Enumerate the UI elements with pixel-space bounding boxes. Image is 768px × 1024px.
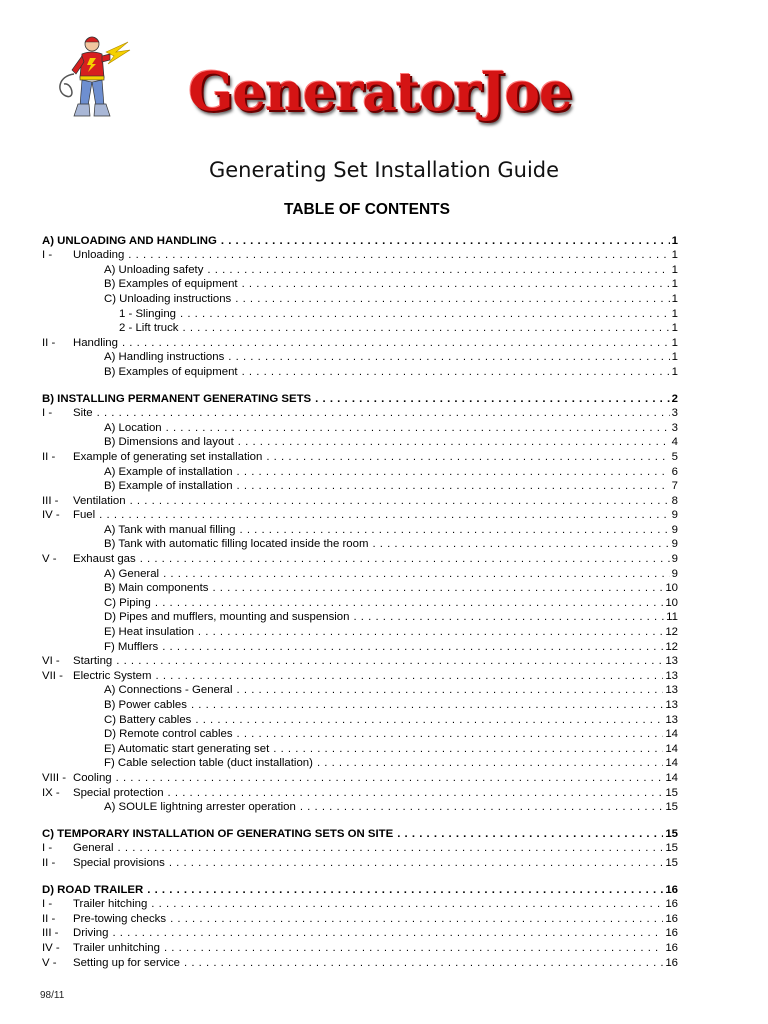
toc-page-number: 1: [671, 351, 678, 364]
toc-entry-label: A) UNLOADING AND HANDLING: [42, 234, 217, 247]
table-of-contents: [42, 233, 678, 970]
toc-entry-label: D) Remote control cables: [104, 728, 233, 741]
toc-entry-row[interactable]: [42, 479, 678, 494]
toc-entry-row[interactable]: [42, 551, 678, 566]
toc-page-number: 14: [665, 742, 678, 755]
toc-leader-dots: [233, 684, 664, 697]
toc-entry-label: B) Examples of equipment: [104, 278, 238, 291]
toc-entry-label: Special protection: [73, 786, 164, 799]
toc-entry-label: Starting: [73, 655, 113, 668]
toc-leader-dots: [124, 249, 669, 262]
toc-entry-label: B) Examples of equipment: [104, 365, 238, 378]
toc-entry-label: Handling: [73, 336, 118, 349]
toc-entry-row[interactable]: [42, 741, 678, 756]
toc-entry-row[interactable]: [42, 668, 678, 683]
toc-entry-row[interactable]: [42, 940, 678, 955]
toc-entry-label: Driving: [73, 927, 109, 940]
toc-entry-row[interactable]: [42, 639, 678, 654]
toc-page-number: 9: [671, 567, 678, 580]
toc-leader-dots: [165, 857, 664, 870]
toc-page-number: 4: [671, 436, 678, 449]
toc-page-number: 5: [671, 450, 678, 463]
toc-page-number: 1: [671, 278, 678, 291]
toc-leader-dots: [158, 641, 663, 654]
toc-leader-dots: [164, 787, 664, 800]
toc-page-number: 16: [665, 941, 678, 954]
toc-page-number: 1: [671, 249, 678, 262]
toc-entry-label: A) Example of installation: [104, 465, 233, 478]
toc-entry-row[interactable]: [42, 364, 678, 379]
toc-entry-label: C) Piping: [104, 596, 151, 609]
toc-entry-row[interactable]: [42, 727, 678, 742]
toc-leader-dots: [235, 524, 669, 537]
toc-leader-dots: [180, 957, 663, 970]
toc-page-number: 12: [665, 640, 678, 653]
toc-entry-row[interactable]: [42, 449, 678, 464]
toc-leader-dots: [208, 582, 663, 595]
toc-entry-label: E) Automatic start generating set: [104, 742, 270, 755]
toc-entry-label: 2 - Lift truck: [119, 322, 179, 335]
toc-entry-row[interactable]: [42, 508, 678, 523]
toc-entry-label: Setting up for service: [73, 956, 180, 969]
toc-page-number: 1: [671, 307, 678, 320]
toc-page-number: 1: [671, 365, 678, 378]
toc-entry-label: A) Tank with manual filling: [104, 523, 236, 536]
toc-entry-number: II -: [42, 856, 56, 869]
toc-gap: [42, 379, 678, 391]
toc-entry-row[interactable]: [42, 683, 678, 698]
toc-entry-label: Trailer unhitching: [73, 941, 160, 954]
toc-page-number: 10: [665, 582, 678, 595]
footer-code: 98/11: [40, 990, 65, 1001]
toc-page-number: 3: [671, 421, 678, 434]
toc-leader-dots: [238, 278, 670, 291]
toc-entry-number: II -: [42, 450, 56, 463]
toc-entry-row[interactable]: [42, 841, 678, 856]
toc-page-number: 16: [665, 898, 678, 911]
toc-entry-row[interactable]: [42, 855, 678, 870]
toc-entry-row[interactable]: [42, 321, 678, 336]
toc-entry-label: Cooling: [73, 771, 112, 784]
toc-page-number: 16: [665, 956, 678, 969]
toc-entry-row[interactable]: [42, 785, 678, 800]
toc-entry-row[interactable]: [42, 262, 678, 277]
toc-entry-label: A) General: [104, 567, 160, 580]
toc-entry-row[interactable]: [42, 654, 678, 669]
toc-page-number: 10: [665, 596, 678, 609]
toc-leader-dots: [112, 772, 664, 785]
toc-section-row[interactable]: [42, 391, 678, 406]
toc-leader-dots: [126, 495, 670, 508]
toc-leader-dots: [162, 422, 670, 435]
toc-page-number: 15: [665, 786, 678, 799]
toc-entry-number: II -: [42, 912, 56, 925]
toc-page-number: 1: [671, 336, 678, 349]
toc-leader-dots: [114, 842, 664, 855]
toc-entry-row[interactable]: [42, 464, 678, 479]
toc-leader-dots: [234, 436, 670, 449]
toc-entry-row[interactable]: [42, 420, 678, 435]
toc-entry-label: Unloading: [73, 249, 125, 262]
toc-page-number: 1: [671, 292, 678, 305]
toc-entry-row[interactable]: [42, 897, 678, 912]
toc-entry-row[interactable]: [42, 566, 678, 581]
toc-page-number: 14: [665, 771, 678, 784]
toc-page-number: 11: [666, 611, 678, 624]
toc-entry-row[interactable]: [42, 911, 678, 926]
toc-leader-dots: [296, 801, 663, 814]
toc-entry-label: General: [73, 842, 114, 855]
toc-page-number: 16: [665, 883, 678, 896]
toc-leader-dots: [159, 568, 670, 581]
toc-entry-row[interactable]: [42, 277, 678, 292]
toc-leader-dots: [262, 451, 669, 464]
toc-page-number: 9: [671, 509, 678, 522]
toc-section-row[interactable]: [42, 826, 678, 841]
toc-entry-row[interactable]: [42, 435, 678, 450]
toc-page-number: 8: [671, 494, 678, 507]
brand-logo: GeneratorJoe: [188, 61, 572, 123]
toc-entry-label: F) Cable selection table (duct installation): [104, 757, 313, 770]
toc-entry-row[interactable]: [42, 306, 678, 321]
toc-entry-row[interactable]: [42, 406, 678, 421]
toc-page-number: 7: [671, 480, 678, 493]
toc-leader-dots: [136, 553, 670, 566]
toc-page-number: 14: [665, 728, 678, 741]
toc-entry-number: III -: [42, 494, 59, 507]
toc-entry-label: B) Tank with automatic filling located inside the room: [104, 538, 369, 551]
toc-leader-dots: [269, 743, 663, 756]
toc-entry-label: B) Example of installation: [104, 480, 233, 493]
toc-leader-dots: [93, 407, 670, 420]
toc-entry-label: Example of generating set installation: [73, 450, 263, 463]
toc-page-number: 6: [671, 465, 678, 478]
toc-entry-label: C) Unloading instructions: [104, 292, 232, 305]
toc-entry-label: A) Location: [104, 421, 162, 434]
toc-leader-dots: [151, 597, 663, 610]
toc-entry-number: V -: [42, 553, 57, 566]
toc-entry-label: Fuel: [73, 509, 96, 522]
toc-page-number: 2: [671, 392, 678, 405]
toc-section-row[interactable]: [42, 233, 678, 248]
toc-leader-dots: [151, 670, 663, 683]
toc-entry-number: IV -: [42, 941, 60, 954]
toc-leader-dots: [194, 626, 663, 639]
toc-entry-row[interactable]: [42, 595, 678, 610]
toc-page-number: 13: [665, 713, 678, 726]
toc-heading: TABLE OF CONTENTS: [284, 201, 450, 218]
toc-entry-row[interactable]: [42, 493, 678, 508]
mascot-icon: [52, 30, 132, 122]
toc-entry-label: A) SOULE lightning arrester operation: [104, 801, 296, 814]
toc-entry-row[interactable]: [42, 697, 678, 712]
toc-entry-row[interactable]: [42, 291, 678, 306]
toc-entry-row[interactable]: [42, 581, 678, 596]
toc-page-number: 13: [665, 699, 678, 711]
toc-page-number: 1: [671, 322, 678, 335]
toc-entry-label: Trailer hitching: [73, 898, 148, 911]
toc-entry-number: I -: [42, 842, 53, 855]
toc-entry-number: I -: [42, 249, 53, 262]
toc-leader-dots: [143, 884, 663, 897]
toc-leader-dots: [191, 714, 663, 727]
toc-leader-dots: [224, 351, 669, 364]
toc-page-number: 9: [671, 538, 678, 551]
toc-entry-row[interactable]: [42, 800, 678, 815]
toc-entry-label: A) Handling instructions: [104, 351, 225, 364]
toc-leader-dots: [95, 509, 669, 522]
toc-entry-label: B) Dimensions and layout: [104, 436, 234, 449]
toc-leader-dots: [112, 655, 663, 668]
toc-page-number: 15: [665, 801, 678, 814]
toc-entry-label: A) Connections - General: [104, 684, 233, 697]
toc-leader-dots: [179, 322, 670, 335]
toc-entry-label: Site: [73, 407, 93, 420]
toc-entry-label: F) Mufflers: [104, 640, 159, 653]
toc-entry-row[interactable]: [42, 335, 678, 350]
toc-entry-number: IX -: [42, 786, 60, 799]
toc-entry-row[interactable]: [42, 248, 678, 263]
toc-page-number: 15: [665, 842, 678, 855]
toc-entry-label: C) Battery cables: [104, 713, 192, 726]
toc-page-number: 16: [665, 927, 678, 940]
toc-leader-dots: [187, 699, 663, 712]
toc-leader-dots: [160, 942, 663, 955]
toc-entry-row[interactable]: [42, 624, 678, 639]
toc-entry-number: VIII -: [42, 771, 67, 784]
toc-entry-label: B) Main components: [104, 582, 209, 595]
toc-gap: [42, 870, 678, 882]
toc-entry-number: I -: [42, 898, 53, 911]
toc-entry-row[interactable]: [42, 955, 678, 970]
toc-entry-label: C) TEMPORARY INSTALLATION OF GENERATING SETS ON SITE: [42, 827, 394, 840]
toc-leader-dots: [231, 293, 669, 306]
toc-entry-row[interactable]: [42, 610, 678, 625]
toc-entry-row[interactable]: [42, 350, 678, 365]
toc-page-number: 13: [665, 669, 678, 682]
toc-leader-dots: [313, 757, 663, 770]
toc-entry-row[interactable]: [42, 522, 678, 537]
toc-entry-label: B) Power cables: [104, 699, 187, 711]
toc-entry-number: II -: [42, 336, 56, 349]
toc-entry-number: IV -: [42, 509, 60, 522]
toc-entry-number: VII -: [42, 669, 63, 682]
toc-leader-dots: [166, 913, 663, 926]
toc-page-number: 12: [665, 626, 678, 639]
toc-entry-label: 1 - Slinging: [119, 307, 176, 320]
toc-page-number: 1: [671, 234, 678, 247]
toc-leader-dots: [147, 898, 663, 911]
toc-entry-label: A) Unloading safety: [104, 263, 204, 276]
toc-entry-row[interactable]: [42, 712, 678, 727]
toc-entry-label: Exhaust gas: [73, 553, 136, 566]
toc-entry-number: VI -: [42, 655, 60, 668]
toc-page-number: 9: [671, 523, 678, 536]
toc-page-number: 14: [665, 757, 678, 770]
toc-page-number: 9: [671, 553, 678, 566]
toc-leader-dots: [176, 308, 670, 321]
document-title: Generating Set Installation Guide: [208, 158, 560, 182]
toc-leader-dots: [217, 235, 670, 248]
toc-leader-dots: [233, 728, 664, 741]
toc-leader-dots: [311, 393, 669, 406]
toc-leader-dots: [118, 337, 670, 350]
toc-page-number: 3: [671, 407, 678, 420]
toc-page-number: 13: [665, 655, 678, 668]
toc-leader-dots: [203, 264, 669, 277]
toc-leader-dots: [108, 927, 663, 940]
toc-entry-row[interactable]: [42, 756, 678, 771]
toc-gap: [42, 814, 678, 826]
toc-entry-number: V -: [42, 956, 57, 969]
toc-entry-label: E) Heat insulation: [104, 626, 194, 639]
toc-leader-dots: [393, 828, 663, 841]
toc-entry-row[interactable]: [42, 770, 678, 785]
toc-leader-dots: [368, 538, 669, 551]
toc-entry-label: Pre-towing checks: [73, 912, 167, 925]
toc-entry-number: III -: [42, 927, 59, 940]
toc-entry-label: B) INSTALLING PERMANENT GENERATING SETS: [42, 392, 312, 405]
toc-page-number: 15: [665, 827, 678, 840]
toc-page-number: 15: [665, 856, 678, 869]
toc-entry-label: D) ROAD TRAILER: [42, 883, 144, 896]
toc-entry-row[interactable]: [42, 537, 678, 552]
toc-leader-dots: [349, 611, 664, 624]
toc-leader-dots: [233, 466, 670, 479]
toc-entry-label: Electric System: [73, 669, 152, 682]
toc-section-row[interactable]: [42, 882, 678, 897]
toc-entry-row[interactable]: [42, 926, 678, 941]
toc-page-number: 16: [665, 912, 678, 925]
toc-page-number: 13: [665, 684, 678, 697]
toc-leader-dots: [238, 366, 670, 379]
toc-entry-label: Special provisions: [73, 856, 165, 869]
toc-entry-label: D) Pipes and mufflers, mounting and suspension: [104, 611, 350, 624]
toc-entry-number: I -: [42, 407, 53, 420]
toc-leader-dots: [233, 480, 670, 493]
toc-entry-label: Ventilation: [73, 494, 126, 507]
toc-page-number: 1: [671, 263, 678, 276]
